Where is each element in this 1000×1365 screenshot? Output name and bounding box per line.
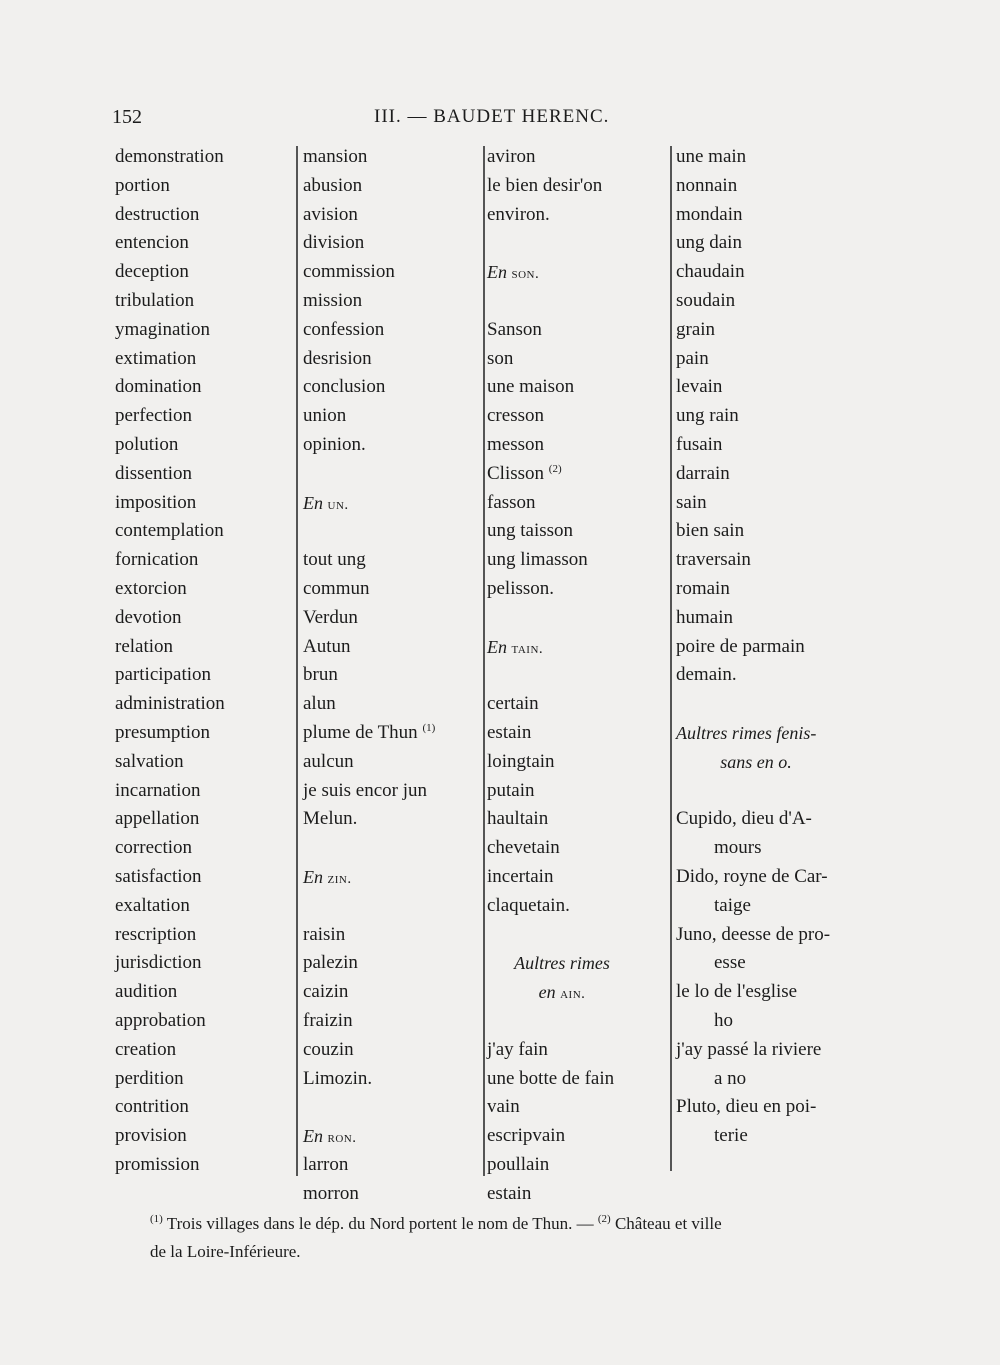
- word-entry: fasson: [487, 491, 536, 513]
- word-entry: traversain: [676, 549, 751, 571]
- column-2-words: [303, 143, 481, 460]
- word-entry: levain: [676, 376, 723, 398]
- word-entry: une botte de fain: [487, 1067, 615, 1089]
- footnote-reference: (2): [548, 462, 562, 475]
- running-header: [112, 106, 872, 136]
- word-entry: conclusion: [303, 376, 386, 398]
- word-entry: haultain: [487, 808, 549, 830]
- section-heading-o-2: sans en o.: [720, 751, 792, 772]
- word-entry: Pluto, dieu en poi-: [676, 1096, 817, 1118]
- section-heading-tain: En tain.: [487, 636, 544, 657]
- word-entry: caizin: [303, 981, 349, 1003]
- word-entry: messon: [487, 433, 544, 455]
- word-entry: morron: [303, 1182, 359, 1204]
- page-number: 152: [112, 106, 142, 128]
- word-entry: Limozin.: [303, 1067, 373, 1089]
- word-entry: darrain: [676, 462, 730, 484]
- column-1: [115, 143, 295, 1180]
- word-entry: correction: [115, 837, 193, 859]
- word-entry: Autun: [303, 635, 351, 657]
- word-entry: ho: [714, 1009, 733, 1031]
- word-entry: sain: [676, 491, 707, 513]
- word-entry: opinion.: [303, 433, 366, 455]
- word-entry: fornication: [115, 549, 199, 571]
- word-entry: claquetain.: [487, 894, 570, 916]
- word-entry: promission: [115, 1153, 200, 1175]
- word-entry: perfection: [115, 405, 193, 427]
- word-entry: mours: [714, 837, 762, 859]
- section-heading-ron: En ron.: [303, 1126, 357, 1147]
- section-heading-un: En un.: [303, 492, 349, 513]
- word-entry: son: [487, 347, 514, 369]
- column-2-un-words: [303, 546, 481, 834]
- word-entry: pelisson.: [487, 577, 555, 599]
- word-entry: Clisson $^{(2)}$: [487, 462, 562, 484]
- word-entry: satisfaction: [115, 865, 202, 887]
- word-entry: commun: [303, 577, 370, 599]
- word-entry: larron: [303, 1153, 349, 1175]
- word-entry: audition: [115, 981, 178, 1003]
- section-heading-zin: En zin.: [303, 866, 352, 887]
- word-entry: estain: [487, 721, 532, 743]
- column-3-ain-words: [487, 1036, 677, 1209]
- word-entry: provision: [115, 1125, 187, 1147]
- word-entry: taige: [714, 894, 751, 916]
- word-entry: une maison: [487, 376, 575, 398]
- word-entry: demain.: [676, 664, 737, 686]
- word-entry: devotion: [115, 606, 182, 628]
- word-entry: desrision: [303, 347, 372, 369]
- word-entry: Cupido, dieu d'A-: [676, 808, 812, 830]
- word-entry: incarnation: [115, 779, 201, 801]
- word-entry: Juno, deesse de pro-: [676, 923, 831, 945]
- word-entry: palezin: [303, 952, 358, 974]
- word-entry: confession: [303, 318, 385, 340]
- word-entry: grain: [676, 318, 716, 340]
- word-entry: approbation: [115, 1009, 206, 1031]
- word-entry: je suis encor jun: [303, 779, 428, 801]
- word-entry: avision: [303, 203, 358, 225]
- word-entry: extimation: [115, 347, 197, 369]
- word-entry: presumption: [115, 721, 210, 743]
- word-entry: romain: [676, 577, 730, 599]
- word-entry: demonstration: [115, 146, 224, 167]
- word-entry: mondain: [676, 203, 743, 225]
- word-entry: ymagination: [115, 318, 210, 340]
- footnote-mark-2: (2): [597, 1213, 611, 1225]
- word-entry: portion: [115, 174, 170, 196]
- word-entry: perdition: [115, 1067, 184, 1089]
- column-2: [303, 143, 481, 1208]
- word-entry: mansion: [303, 146, 368, 167]
- word-entry: pain: [676, 347, 709, 369]
- word-entry: Dido, royne de Car-: [676, 865, 828, 887]
- column-4: [676, 143, 876, 1151]
- word-entry: le lo de l'esglise: [676, 981, 798, 1003]
- word-entry: contemplation: [115, 520, 224, 542]
- word-entry: tout ung: [303, 549, 366, 571]
- word-entry: putain: [487, 779, 535, 801]
- word-entry: domination: [115, 376, 202, 398]
- word-entry: jurisdiction: [115, 952, 202, 974]
- footnote-2-text: Château et ville: [614, 1214, 722, 1233]
- word-entry: ung limasson: [487, 549, 588, 571]
- footnote-line-2: de la Loire-Inférieure.: [150, 1242, 301, 1261]
- word-entry: j'ay fain: [487, 1038, 548, 1060]
- word-entry: destruction: [115, 203, 200, 225]
- footnote-mark-1: (1): [150, 1213, 163, 1225]
- word-entry: exaltation: [115, 894, 190, 916]
- word-entry: bien sain: [676, 520, 745, 542]
- word-entry: abusion: [303, 174, 363, 196]
- word-entry: contrition: [115, 1096, 189, 1118]
- word-entry: administration: [115, 693, 225, 715]
- word-entry: extorcion: [115, 577, 187, 599]
- section-heading-o-1: Aultres rimes fenis-: [676, 722, 817, 743]
- column-3-words: [487, 143, 677, 229]
- section-heading-ain-2: en ain.: [538, 982, 586, 1003]
- word-entry: ung taisson: [487, 520, 574, 542]
- column-3-tain-words: [487, 690, 677, 920]
- column-3-son-words: [487, 316, 677, 604]
- word-entry: chevetain: [487, 837, 560, 859]
- word-entry: imposition: [115, 491, 197, 513]
- word-entry: couzin: [303, 1038, 354, 1060]
- footnotes: [150, 1210, 880, 1266]
- word-entry: plume de Thun $^{(1)}$: [303, 721, 436, 743]
- word-entry: dissention: [115, 462, 193, 484]
- word-entry: ung rain: [676, 405, 739, 427]
- word-entry: vain: [487, 1096, 520, 1118]
- column-4-words: [676, 143, 876, 690]
- word-entry: salvation: [115, 750, 184, 772]
- word-entry: fraizin: [303, 1009, 353, 1031]
- word-entry: j'ay passé la riviere: [676, 1038, 822, 1060]
- word-entry: rescription: [115, 923, 197, 945]
- column-rule-2: [483, 146, 485, 1176]
- word-entry: commission: [303, 261, 395, 283]
- column-4-o-words: [676, 805, 876, 1151]
- word-entry: loingtain: [487, 750, 555, 772]
- word-entry: aulcun: [303, 750, 354, 772]
- word-entry: union: [303, 405, 347, 427]
- word-entry: ung dain: [676, 232, 742, 254]
- section-heading-son: En son.: [487, 262, 540, 283]
- word-entry: nonnain: [676, 174, 738, 196]
- word-entry: certain: [487, 693, 539, 715]
- word-entry: incertain: [487, 865, 554, 887]
- word-entry: estain: [487, 1182, 532, 1204]
- footnote-1-text: Trois villages dans le dép. du Nord portent le nom de Thun. —: [166, 1214, 594, 1233]
- word-entry: a no: [714, 1067, 747, 1089]
- word-entry: mission: [303, 289, 363, 311]
- column-2-zin-words: [303, 921, 481, 1094]
- word-entry: polution: [115, 433, 179, 455]
- word-entry: le bien desir'on: [487, 174, 603, 196]
- word-entry: relation: [115, 635, 174, 657]
- running-title: III. — BAUDET HERENC.: [374, 106, 610, 127]
- word-entry: poire de parmain: [676, 635, 805, 657]
- word-entry: humain: [676, 606, 733, 628]
- word-entry: terie: [714, 1125, 748, 1147]
- word-entry: raisin: [303, 923, 346, 945]
- section-heading-ain-1: Aultres rimes: [514, 953, 610, 974]
- column-2-ron-words: [303, 1151, 481, 1209]
- word-entry: entencion: [115, 232, 189, 254]
- column-3: [487, 143, 677, 1208]
- word-entry: escripvain: [487, 1125, 566, 1147]
- word-entry: environ.: [487, 203, 550, 225]
- word-entry: appellation: [115, 808, 200, 830]
- word-entry: une main: [676, 146, 747, 167]
- word-entry: deception: [115, 261, 189, 283]
- column-1-words: [115, 143, 295, 1180]
- word-entry: Sanson: [487, 318, 542, 340]
- word-entry: chaudain: [676, 261, 745, 283]
- word-entry: brun: [303, 664, 338, 686]
- word-entry: alun: [303, 693, 336, 715]
- word-entry: aviron: [487, 146, 536, 167]
- word-entry: poullain: [487, 1153, 550, 1175]
- column-rule-1: [296, 146, 298, 1176]
- word-entry: creation: [115, 1038, 177, 1060]
- word-entry: tribulation: [115, 289, 195, 311]
- footnote-line-1: [150, 1210, 880, 1238]
- word-entry: participation: [115, 664, 212, 686]
- footnote-reference: (1): [422, 721, 436, 734]
- word-entry: division: [303, 232, 365, 254]
- word-entry: cresson: [487, 405, 544, 427]
- word-entry: soudain: [676, 289, 736, 311]
- word-entry: Verdun: [303, 606, 358, 628]
- word-entry: Melun.: [303, 808, 358, 830]
- word-entry: fusain: [676, 433, 723, 455]
- word-entry: esse: [714, 952, 746, 974]
